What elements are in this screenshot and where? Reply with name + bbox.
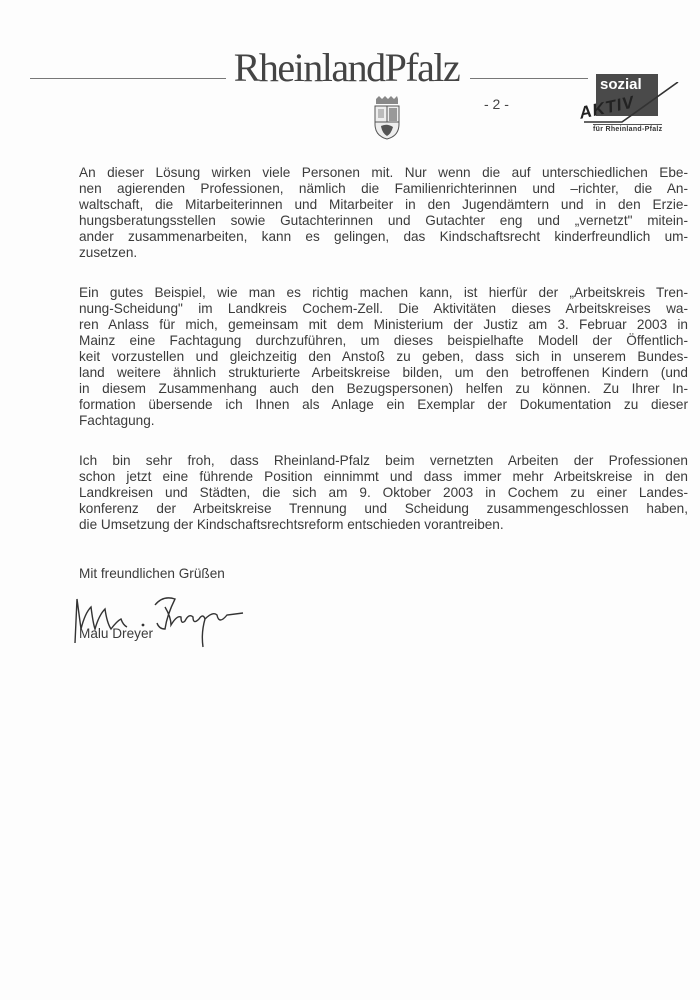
text-line: Ein gutes Beispiel, wie man es richtig machen kann, ist hierfür der „Arbeitskreis Tren- xyxy=(79,285,688,300)
coat-of-arms-icon xyxy=(373,96,401,140)
text-line: waltschaft, die Mitarbeiterinnen und Mitarbeiter in den Jugendämtern und in den Erzie- xyxy=(79,197,688,212)
page-number: - 2 - xyxy=(484,96,509,112)
text-line: keit vorzustellen und gleichzeitig den Anstoß zu geben, dass sich in unserem Bundes- xyxy=(79,349,688,364)
text-line: Ich bin sehr froh, dass Rheinland-Pfalz beim vernetzten Arbeiten der Professionen xyxy=(79,453,688,468)
text-line: land weitere ähnlich strukturierte Arbeitskreise bilden, um den betroffenen Kindern (und xyxy=(79,365,688,380)
text-line: nung-Scheidung" im Landkreis Cochem-Zell. Die Aktivitäten dieses Arbeitskreises wa- xyxy=(79,301,688,316)
text-line: schon jetzt eine führende Position einnimmt und dass immer mehr Arbeitskreise in den xyxy=(79,469,688,484)
logo-swoosh-icon xyxy=(582,82,682,126)
text-line: die Umsetzung der Kindschaftsrechtsreform entschieden vorantreiben. xyxy=(79,517,504,532)
text-line: zusetzen. xyxy=(79,245,138,260)
text-line: ander zusammenarbeiten, kann es gelingen, das Kindschaftsrecht kinderfreundlich um- xyxy=(79,229,688,244)
text-line: formation übersende ich Ihnen als Anlage ein Exemplar der Dokumentation zu dieser xyxy=(79,397,688,412)
text-line: An dieser Lösung wirken viele Personen mit. Nur wenn die auf unterschiedlichen Ebe- xyxy=(79,165,688,180)
text-line: ren Anlass für mich, gemeinsam mit dem Ministerium der Justiz am 3. Februar 2003 in xyxy=(79,317,688,332)
logo-text-bottom: für Rheinland-Pfalz xyxy=(593,126,663,133)
logo-text-middle: AKTIV xyxy=(577,92,637,123)
letterhead-rule-right xyxy=(470,78,588,79)
text-line: in diesem Zusammenhang auch den Bezugspersonen) helfen zu können. Zu Ihrer In- xyxy=(79,381,688,396)
letterhead-brand: RheinlandPfalz xyxy=(233,45,460,90)
text-line: hungsberatungsstellen sowie Gutachterinnen und Gutachter eng und „vernetzt" mitein- xyxy=(79,213,688,228)
handwritten-signature xyxy=(67,585,267,655)
text-line: Fachtagung. xyxy=(79,413,155,428)
logo-text-top: sozial xyxy=(600,76,642,93)
text-line: konferenz der Arbeitskreise Trennung und Scheidung zusammengeschlossen haben, xyxy=(79,501,688,516)
text-line: Landkreisen und Städten, die sich am 9. Oktober 2003 in Cochem zu einer Landes- xyxy=(79,485,688,500)
letterhead-rule-left xyxy=(30,78,226,79)
text-line: Mainz eine Fachtagung durchzuführen, um dieses beispielhafte Modell der Öffentlich- xyxy=(79,333,688,348)
text-line: nen agierenden Professionen, nämlich die Familienrichterinnen und –richter, die An- xyxy=(79,181,688,196)
closing-greeting: Mit freundlichen Grüßen xyxy=(79,566,225,581)
signatory-name: Malu Dreyer xyxy=(79,626,154,641)
